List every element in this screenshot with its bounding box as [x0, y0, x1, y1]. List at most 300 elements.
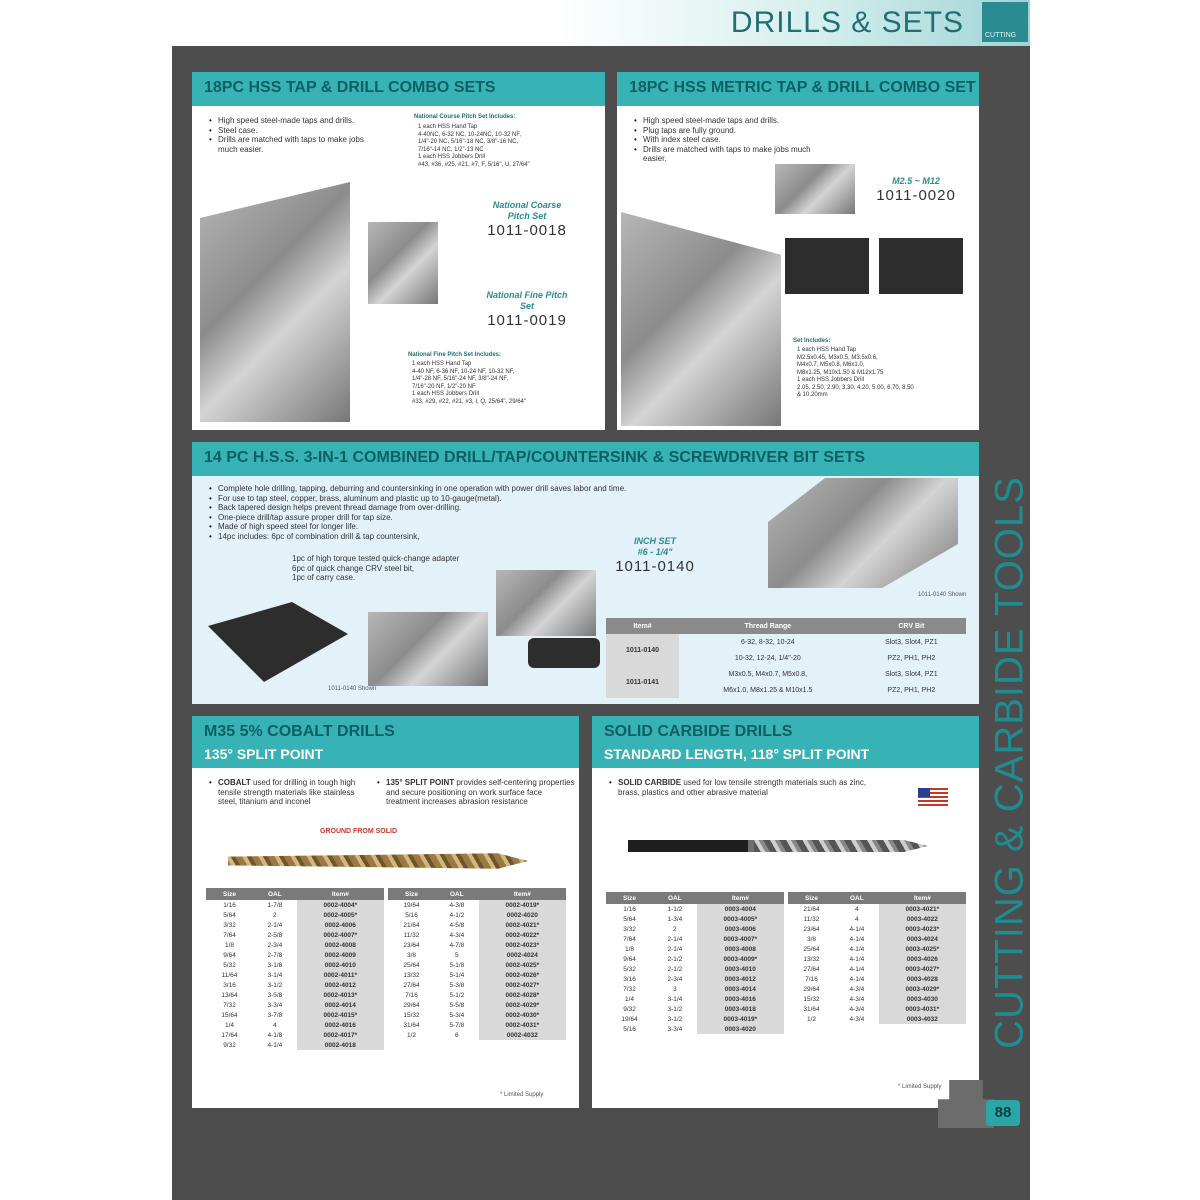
- panel-carbide-drills: [592, 716, 979, 1108]
- metric-part-number: 1011-0020: [876, 187, 956, 204]
- size-cell: 1/2: [806, 1015, 817, 1023]
- panel-header: [192, 716, 579, 768]
- feature-bold: COBALT: [218, 778, 251, 787]
- feature-list: [208, 484, 818, 541]
- table-row: [788, 974, 966, 984]
- oal-cell: 3-7/8: [267, 1011, 283, 1019]
- inch-set-range: #6 - 1/4": [637, 547, 673, 557]
- cobalt-table-left: [206, 888, 384, 1050]
- table-header: CRV Bit: [857, 618, 966, 634]
- table-row: [388, 1000, 566, 1010]
- feature-item: [218, 778, 368, 807]
- panel-tap-drill-combo: [192, 72, 605, 430]
- feature-list: [208, 116, 368, 154]
- page-header: [172, 0, 1030, 46]
- panel-title: 14 PC H.S.S. 3-IN-1 COMBINED DRILL/TAP/COUNTERSINK & SCREWDRIVER BIT SETS: [204, 449, 866, 466]
- kit-contents-extra: 1pc of high torque tested quick-change adapter 6pc of quick change CRV steel bit, 1pc of carry case.: [292, 554, 460, 582]
- feature-item: • 14pc includes: 6pc of combination drill & tap countersink,: [218, 532, 818, 542]
- table-row: [206, 960, 384, 970]
- size-cell: 31/64: [803, 1005, 820, 1013]
- size-cell: 3/8: [806, 935, 817, 943]
- oal-cell: 4-3/4: [849, 985, 865, 993]
- size-cell: 7/64: [223, 931, 236, 939]
- thread-range: 6-32, 8-32, 10-24: [740, 638, 795, 646]
- table-row: [788, 934, 966, 944]
- table-row: [206, 900, 384, 910]
- limited-supply-note: * Limited Supply: [500, 1092, 544, 1098]
- oal-cell: 4-1/4: [849, 945, 865, 953]
- table-row: [788, 964, 966, 974]
- panel-header: [192, 72, 605, 106]
- oal-cell: 2-3/4: [667, 975, 683, 983]
- oal-cell: 5: [455, 951, 459, 959]
- table-row: [388, 930, 566, 940]
- thread-range: M3x0.5, M4x0.7, M5x0.8,: [728, 670, 808, 678]
- oal-cell: 6: [455, 1031, 459, 1039]
- brand-logo: [982, 2, 1028, 42]
- panel-header: [617, 72, 979, 106]
- nc-includes-list: 1 each HSS Hand Tap 4-40NC, 6-32 NC, 10-24NC, 10-32 NF, 1/4"-20 NC, 5/16"-18 NC, 3/8"-16 NC, 7/16"-14 NC, 1/2"-13 NC 1 each HSS Jobbers Drill #43, #36, #25, #21, #7, F, 5/16", U, 27/64": [418, 124, 530, 168]
- table-row: [606, 666, 966, 682]
- size-cell: 31/64: [403, 1021, 420, 1029]
- size-cell: 1/2: [406, 1031, 417, 1039]
- size-cell: 7/16: [405, 991, 418, 999]
- size-cell: 13/32: [803, 955, 820, 963]
- oal-cell: 5-7/8: [449, 1021, 465, 1029]
- oal-cell: 2: [273, 911, 277, 919]
- carbide-table-left: [606, 892, 784, 1034]
- nf-includes-list: 1 each HSS Hand Tap 4-40 NF, 6-36 NF, 10-24 NF, 10-32 NF, 1/4"-28 NF, 5/16"-24 NF, 3/8"-24 NF, 7/16"-20 NF, 1/2"-20 NF 1 each HSS Jobbers Drill #33, #29, #22, #21, #3, I, Q, 25/64", 29/64": [412, 361, 527, 405]
- item-number-cell: 0002-4008: [297, 940, 384, 950]
- oal-cell: 3-1/8: [267, 961, 283, 969]
- table-row: [206, 920, 384, 930]
- panel-metric-combo: [617, 72, 979, 430]
- size-cell: 1/8: [224, 941, 235, 949]
- oal-cell: 4-1/4: [267, 1041, 283, 1049]
- oal-cell: 1-7/8: [267, 901, 283, 909]
- table-header: Size: [606, 892, 653, 904]
- table-row: [606, 934, 784, 944]
- item-number-cell: 0002-4020: [479, 910, 566, 920]
- item-number-cell: 0003-4031*: [879, 1004, 966, 1014]
- table-row: [606, 1004, 784, 1014]
- table-row: [606, 944, 784, 954]
- feature-item: • Back tapered design helps prevent thread damage from over-drilling.: [218, 503, 818, 513]
- oal-cell: 3-5/8: [267, 991, 283, 999]
- table-row: [206, 950, 384, 960]
- metric-stand-image: [621, 212, 781, 426]
- nf-callout: [462, 290, 592, 329]
- oal-cell: 4-3/4: [849, 995, 865, 1003]
- shown-caption: 1011-0140 Shown: [328, 686, 377, 692]
- ground-label: GROUND FROM SOLID: [320, 828, 397, 835]
- thread-range: 10-32, 12-24, 1/4"-20: [734, 654, 801, 662]
- table-row: [606, 1024, 784, 1034]
- oal-cell: 4-1/8: [267, 1031, 283, 1039]
- item-number-cell: 0003-4020: [697, 1024, 784, 1034]
- panel-3in1-sets: [192, 442, 979, 704]
- table-row: [206, 1040, 384, 1050]
- crv-bit: PZ2, PH1, PH2: [887, 686, 936, 694]
- oal-cell: 3-1/4: [267, 971, 283, 979]
- table-row: [788, 984, 966, 994]
- size-cell: 1/8: [624, 945, 635, 953]
- table-header: OAL: [835, 892, 879, 904]
- size-cell: 1/16: [223, 901, 236, 909]
- table-row: [606, 924, 784, 934]
- item-number-cell: 0002-4016: [297, 1020, 384, 1030]
- item-number-cell: 0002-4018: [297, 1040, 384, 1050]
- panel-header: [192, 442, 979, 476]
- table-header: Item#: [606, 618, 679, 634]
- table-row: [206, 970, 384, 980]
- table-header: OAL: [253, 888, 297, 900]
- feature-list: [633, 116, 813, 164]
- item-number-cell: 0003-4024: [879, 934, 966, 944]
- item-number-cell: 0003-4022: [879, 914, 966, 924]
- table-row: [606, 984, 784, 994]
- item-number-cell: 0002-4015*: [297, 1010, 384, 1020]
- item-number-cell: 0002-4005*: [297, 910, 384, 920]
- table-header: Item#: [297, 888, 384, 900]
- table-row: [606, 964, 784, 974]
- metric-includes-list: 1 each HSS Hand Tap M2.5x0.45, M3x0.5, M3.5x0.6, M4x0.7, M5x0.8, M6x1.0, M8x1.25, M10x1.50 & M12x1.75 1 each HSS Jobbers Drill 2.05, 2.50, 2.90, 3.30, 4.20, 5.00, 6.70, 8.50 & 10.20mm: [797, 347, 914, 398]
- metric-range: M2.5 ~ M12: [892, 176, 940, 186]
- table-row: [388, 910, 566, 920]
- nc-includes-heading: National Course Pitch Set Includes:: [414, 114, 516, 120]
- size-cell: 3/16: [223, 981, 236, 989]
- oal-cell: 3: [673, 985, 677, 993]
- panel-subtitle: 135° SPLIT POINT: [204, 746, 324, 762]
- size-cell: 5/32: [223, 961, 236, 969]
- feature-list-2: [376, 778, 576, 807]
- oal-cell: 5-3/8: [449, 981, 465, 989]
- table-row: [788, 994, 966, 1004]
- table-row: [206, 1010, 384, 1020]
- oal-cell: 5-1/2: [449, 991, 465, 999]
- feature-text: used for drilling in tough high tensile strength materials like stainless steel, titanium and inconel: [218, 778, 356, 806]
- size-cell: 21/64: [803, 905, 820, 913]
- size-cell: 5/64: [223, 911, 236, 919]
- item-number-cell: 0003-4010: [697, 964, 784, 974]
- size-cell: 3/32: [223, 921, 236, 929]
- oal-cell: 2-1/2: [667, 955, 683, 963]
- size-cell: 15/32: [803, 995, 820, 1003]
- size-cell: 5/64: [623, 915, 636, 923]
- size-cell: 1/16: [623, 905, 636, 913]
- inch-set-name: INCH SET: [633, 536, 676, 546]
- shown-caption-2: 1011-0140 Shown: [918, 592, 967, 598]
- oal-cell: 1-3/4: [667, 915, 683, 923]
- feature-item: [618, 778, 888, 797]
- item-number-cell: 0003-4025*: [879, 944, 966, 954]
- size-cell: 29/64: [403, 1001, 420, 1009]
- oal-cell: 4-1/4: [849, 935, 865, 943]
- feature-item: • For use to tap steel, copper, brass, aluminum and plastic up to 10-gauge(metal).: [218, 494, 818, 504]
- screwdriver-bits-image: [496, 570, 596, 636]
- item-number-cell: 0002-4030*: [479, 1010, 566, 1020]
- feature-item: • One-piece drill/tap assure proper drill for tap size.: [218, 513, 818, 523]
- feature-item: • Drills are matched with taps to make jobs much easier.: [643, 145, 813, 164]
- table-row: [388, 970, 566, 980]
- open-case-image-2: [879, 238, 963, 294]
- oal-cell: 2-1/4: [267, 921, 283, 929]
- section-title: DRILLS & SETS: [730, 6, 964, 39]
- carbide-table-right: [788, 892, 966, 1024]
- item-number-cell: 0003-4007*: [697, 934, 784, 944]
- item-number-cell: 0002-4029*: [479, 1000, 566, 1010]
- item-number-cell: 0002-4011*: [297, 970, 384, 980]
- size-cell: 5/32: [623, 965, 636, 973]
- feature-list: [208, 778, 368, 807]
- item-number-cell: 0002-4027*: [479, 980, 566, 990]
- item-number: 1011-0141: [606, 666, 679, 698]
- size-cell: 7/32: [223, 1001, 236, 1009]
- size-cell: 23/64: [403, 941, 420, 949]
- oal-cell: 5-5/8: [449, 1001, 465, 1009]
- size-cell: 15/64: [221, 1011, 238, 1019]
- item-number-cell: 0003-4028: [879, 974, 966, 984]
- panel-cobalt-drills: [192, 716, 579, 1108]
- table-row: [388, 950, 566, 960]
- item-number-cell: 0002-4007*: [297, 930, 384, 940]
- table-row: [388, 990, 566, 1000]
- table-row: [206, 1030, 384, 1040]
- page-number: 88: [986, 1100, 1020, 1126]
- table-header: Size: [388, 888, 435, 900]
- item-number-cell: 0003-4026: [879, 954, 966, 964]
- table-header: Size: [788, 892, 835, 904]
- size-cell: 9/64: [223, 951, 236, 959]
- oal-cell: 4: [855, 915, 859, 923]
- size-cell: 23/64: [803, 925, 820, 933]
- feature-item: • Steel case.: [218, 126, 368, 136]
- carry-case-image: [208, 602, 348, 682]
- size-cell: 5/16: [405, 911, 418, 919]
- table-header: Item#: [879, 892, 966, 904]
- size-cell: 7/32: [623, 985, 636, 993]
- item-number-cell: 0002-4023*: [479, 940, 566, 950]
- nc-callout: [462, 200, 592, 239]
- feature-item: • Plug taps are fully ground.: [643, 126, 813, 136]
- table-row: [788, 954, 966, 964]
- size-cell: 11/64: [221, 971, 238, 979]
- size-cell: 9/32: [623, 1005, 636, 1013]
- size-cell: 29/64: [803, 985, 820, 993]
- item-number-cell: 0002-4032: [479, 1030, 566, 1040]
- panel-header: [592, 716, 979, 768]
- item-number-cell: 0002-4022*: [479, 930, 566, 940]
- item-number-cell: 0003-4004: [697, 904, 784, 914]
- table-row: [206, 1020, 384, 1030]
- oal-cell: 4-3/4: [449, 931, 465, 939]
- oal-cell: 4-1/4: [849, 965, 865, 973]
- item-number-cell: 0002-4014: [297, 1000, 384, 1010]
- table-header: OAL: [435, 888, 479, 900]
- size-cell: 27/64: [403, 981, 420, 989]
- limited-supply-note: * Limited Supply: [898, 1084, 942, 1090]
- item-number-cell: 0002-4019*: [479, 900, 566, 910]
- cobalt-drill-image: [228, 850, 528, 872]
- metric-callout: [861, 176, 971, 204]
- feature-text: provides self-centering properties and secure positioning on work surface face treatment increases abrasion resistance: [386, 778, 575, 806]
- oal-cell: 2-3/4: [267, 941, 283, 949]
- table-row: [388, 900, 566, 910]
- table-row: [206, 940, 384, 950]
- size-cell: 9/64: [623, 955, 636, 963]
- crv-bit: PZ2, PH1, PH2: [887, 654, 936, 662]
- side-category-text: CUTTING & CARBIDE TOOLS: [987, 476, 1032, 1049]
- oal-cell: 2-1/2: [667, 965, 683, 973]
- cobalt-table-right: [388, 888, 566, 1040]
- usa-flag-icon: [918, 788, 948, 806]
- crv-bit: Slot3, Slot4, PZ1: [885, 638, 938, 646]
- oal-cell: 1-1/2: [667, 905, 683, 913]
- table-row: [606, 1014, 784, 1024]
- oal-cell: 4-1/2: [449, 911, 465, 919]
- oal-cell: 4-3/4: [849, 1015, 865, 1023]
- nc-set-name: National Coarse Pitch Set: [492, 200, 562, 221]
- item-number-cell: 0003-4021*: [879, 904, 966, 914]
- item-number-cell: 0002-4017*: [297, 1030, 384, 1040]
- item-number-cell: 0002-4012: [297, 980, 384, 990]
- item-number-cell: 0003-4023*: [879, 924, 966, 934]
- nf-includes-heading: National Fine Pitch Set Includes:: [408, 352, 502, 358]
- size-cell: 25/64: [403, 961, 420, 969]
- table-row: [788, 1004, 966, 1014]
- table-row: [388, 1030, 566, 1040]
- item-number-cell: 0002-4006: [297, 920, 384, 930]
- oal-cell: 4-3/8: [449, 901, 465, 909]
- panel-subtitle: STANDARD LENGTH, 118° SPLIT POINT: [604, 746, 870, 762]
- table-row: [388, 940, 566, 950]
- size-cell: 17/64: [221, 1031, 238, 1039]
- feature-item: [386, 778, 576, 807]
- panel-title: M35 5% COBALT DRILLS: [204, 723, 395, 740]
- size-cell: 5/16: [623, 1025, 636, 1033]
- oal-cell: 4-7/8: [449, 941, 465, 949]
- nf-set-name: National Fine Pitch Set: [486, 290, 568, 311]
- item-number-cell: 0003-4032: [879, 1014, 966, 1024]
- item-number-cell: 0003-4019*: [697, 1014, 784, 1024]
- quick-change-adapter-image: [528, 638, 600, 668]
- table-row: [606, 974, 784, 984]
- table-row: [788, 914, 966, 924]
- table-header: Item#: [479, 888, 566, 900]
- metric-includes-heading: Set Includes:: [793, 338, 831, 344]
- feature-bold: SOLID CARBIDE: [618, 778, 682, 787]
- open-case-image-1: [785, 238, 869, 294]
- table-row: [788, 924, 966, 934]
- item-number-cell: 0003-4016: [697, 994, 784, 1004]
- oal-cell: 2-5/8: [267, 931, 283, 939]
- table-row: [388, 960, 566, 970]
- size-cell: 3/16: [623, 975, 636, 983]
- size-cell: 25/64: [803, 945, 820, 953]
- table-row: [388, 1010, 566, 1020]
- thread-range: M6x1.0, M8x1.25 & M10x1.5: [723, 686, 813, 694]
- item-number-cell: 0002-4026*: [479, 970, 566, 980]
- table-row: [388, 920, 566, 930]
- steel-case-image: [368, 222, 438, 304]
- table-row: [606, 994, 784, 1004]
- table-row: [606, 904, 784, 914]
- table-row: [788, 1014, 966, 1024]
- item-number-cell: 0002-4013*: [297, 990, 384, 1000]
- table-header: Thread Range: [679, 618, 857, 634]
- oal-cell: 2-7/8: [267, 951, 283, 959]
- table-header: Size: [206, 888, 253, 900]
- drill-stand-image: [200, 182, 350, 422]
- item-number-cell: 0002-4009: [297, 950, 384, 960]
- size-cell: 13/64: [221, 991, 238, 999]
- table-row: [206, 910, 384, 920]
- oal-cell: 2-1/4: [667, 945, 683, 953]
- feature-item: • Complete hole drilling, tapping, deburring and countersinking in one operation with power drill saves labor and time.: [218, 484, 818, 494]
- thread-range-table: [606, 618, 966, 698]
- size-cell: 11/32: [403, 931, 420, 939]
- table-row: [388, 980, 566, 990]
- feature-list: [608, 778, 888, 797]
- feature-item: • High speed steel-made taps and drills.: [218, 116, 368, 126]
- size-cell: 15/32: [403, 1011, 420, 1019]
- feature-item: • With index steel case.: [643, 135, 813, 145]
- oal-cell: 3-3/4: [667, 1025, 683, 1033]
- nf-part-number: 1011-0019: [487, 312, 567, 329]
- feature-bold: 135° SPLIT POINT: [386, 778, 455, 787]
- inch-set-callout: [600, 536, 710, 575]
- item-number-cell: 0003-4018: [697, 1004, 784, 1014]
- panel-title: SOLID CARBIDE DRILLS: [604, 723, 793, 740]
- size-cell: 27/64: [803, 965, 820, 973]
- size-cell: 9/32: [223, 1041, 236, 1049]
- item-number-cell: 0003-4006: [697, 924, 784, 934]
- oal-cell: 3-1/2: [667, 1005, 683, 1013]
- oal-cell: 4: [855, 905, 859, 913]
- carbide-drill-image: [628, 834, 928, 858]
- oal-cell: 3-1/2: [667, 1015, 683, 1023]
- metric-case-image: [775, 164, 855, 214]
- item-number-cell: 0002-4004*: [297, 900, 384, 910]
- item-number-cell: 0003-4014: [697, 984, 784, 994]
- size-cell: 1/4: [224, 1021, 235, 1029]
- side-banner: [980, 460, 1030, 1080]
- item-number-cell: 0003-4009*: [697, 954, 784, 964]
- feature-item: • Made of high speed steel for longer life.: [218, 522, 818, 532]
- feature-text: used for low tensile strength materials such as zinc, brass, plastics and other abrasive material: [618, 778, 867, 797]
- item-number-cell: 0003-4005*: [697, 914, 784, 924]
- item-number: 1011-0140: [606, 634, 679, 666]
- oal-cell: 4-1/4: [849, 925, 865, 933]
- item-number-cell: 0003-4012: [697, 974, 784, 984]
- size-cell: 3/32: [623, 925, 636, 933]
- oal-cell: 3-1/2: [267, 981, 283, 989]
- size-cell: 13/32: [403, 971, 420, 979]
- crv-bit: Slot3, Slot4, PZ1: [885, 670, 938, 678]
- feature-item: • High speed steel-made taps and drills.: [643, 116, 813, 126]
- oal-cell: 5-3/4: [449, 1011, 465, 1019]
- combo-bits-image: [368, 612, 488, 686]
- item-number-cell: 0003-4029*: [879, 984, 966, 994]
- oal-cell: 2: [673, 925, 677, 933]
- table-header: Item#: [697, 892, 784, 904]
- size-cell: 1/4: [624, 995, 635, 1003]
- table-row: [606, 914, 784, 924]
- item-number-cell: 0002-4025*: [479, 960, 566, 970]
- panel-title: 18PC HSS TAP & DRILL COMBO SETS: [204, 79, 496, 96]
- item-number-cell: 0002-4024: [479, 950, 566, 960]
- table-row: [788, 904, 966, 914]
